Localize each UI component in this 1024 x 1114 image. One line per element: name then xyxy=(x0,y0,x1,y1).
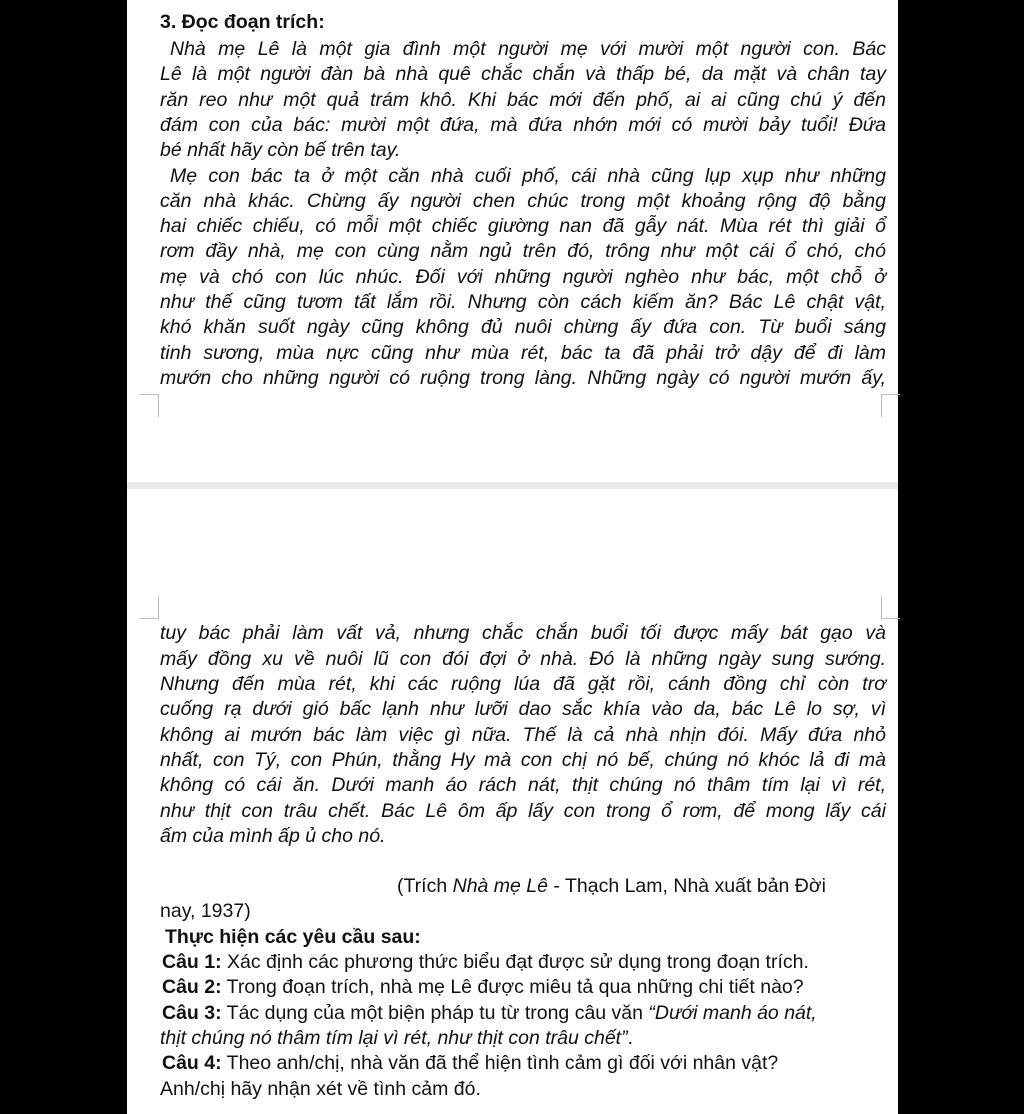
passage-line: không ai mướn bác làm việc gì nữa. Thế là cả nhà nhịn đói. Mấy đứa nhỏ xyxy=(160,724,886,746)
passage-line: như thịt con trâu chết. Bác Lê ôm ấp lấy con trong ổ rơm, để mong lấy cái xyxy=(160,800,886,822)
passage-line: như thế cũng tươm tất lắm rồi. Nhưng còn cách kiếm ăn? Bác Lê chật vật, xyxy=(160,291,886,313)
question-label: Câu 4: xyxy=(162,1052,222,1074)
citation-line-2: nay, 1937) xyxy=(160,900,251,922)
passage-line: bé nhất hãy còn bế trên tay. xyxy=(160,139,401,161)
question-label: Câu 1: xyxy=(162,951,222,973)
passage-line: Nhà mẹ Lê là một gia đình một người mẹ với mười một người con. Bác xyxy=(170,38,886,60)
question-4 xyxy=(162,1051,888,1075)
tasks-heading: Thực hiện các yêu cầu sau: xyxy=(165,926,421,948)
question-end: . xyxy=(627,1027,634,1049)
question-text: Xác định các phương thức biểu đạt được sử dụng trong đoạn trích. xyxy=(221,951,809,973)
page-break xyxy=(127,482,898,489)
question-text: Trong đoạn trích, nhà mẹ Lê được miêu tả qua những chi tiết nào? xyxy=(221,976,804,998)
document-page-1 xyxy=(127,0,898,482)
margin-corner-mark xyxy=(140,596,159,619)
passage-line: răn reo như một quả trám khô. Khi bác mới đến phố, ai ai cũng chú ý đến xyxy=(160,89,886,111)
citation-suffix: - Thạch Lam, Nhà xuất bản Đời xyxy=(548,875,826,897)
question-4-line-2: Anh/chị hãy nhận xét về tình cảm đó. xyxy=(160,1078,481,1100)
passage-line: mẹ và chó con lúc nhúc. Đối với những người nghèo như bác, một chỗ ở xyxy=(160,266,886,288)
document-page-2 xyxy=(127,489,898,1114)
passage-line: hai chiếc chiếu, có mỗi một chiếc giường nan đã gẫy nát. Mùa rét thì giải ổ xyxy=(160,215,886,237)
question-label: Câu 3: xyxy=(162,1002,222,1024)
question-quote: thịt chúng nó thâm tím lại vì rét, như thịt con trâu chết” xyxy=(160,1027,628,1049)
question-1 xyxy=(162,950,888,974)
citation xyxy=(397,874,826,898)
passage-line: tinh sương, mùa nực cũng như mùa rét, bác ta đã phải trở dậy để đi làm xyxy=(160,342,886,364)
passage-line: mướn cho những người có ruộng trong làng. Những ngày có người mướn ấy, xyxy=(160,367,886,389)
citation-title: Nhà mẹ Lê xyxy=(452,875,548,897)
question-label: Câu 2: xyxy=(162,976,222,998)
passage-line: ấm của mình ấp ủ cho nó. xyxy=(160,825,386,847)
passage-line: Lê là một người đàn bà nhà quê chắc chắn và thấp bé, da mặt và chân tay xyxy=(160,63,886,85)
passage-line: không có cái ăn. Dưới manh áo rách nát, thịt chúng nó thâm tím lại vì rét, xyxy=(160,774,886,796)
question-text: Theo anh/chị, nhà văn đã thể hiện tình cảm gì đối với nhân vật? xyxy=(221,1052,779,1074)
question-3 xyxy=(162,1001,888,1025)
question-text: Tác dụng của một biện pháp tu từ trong câu văn xyxy=(221,1002,649,1024)
passage-line: tuy bác phải làm vất vả, nhưng chắc chắn buổi tối được mấy bát gạo và xyxy=(160,622,886,644)
passage-line: nhất, con Tý, con Phún, thằng Hy mà con chị nó bế, chúng nó khóc lả đi mà xyxy=(160,749,886,771)
passage-line: đám con của bác: mười một đứa, mà đứa nhớn mới có mười bảy tuổi! Đứa xyxy=(160,114,886,136)
passage-line: căn nhà khác. Chừng ấy người chen chúc trong một khoảng rộng độ bằng xyxy=(160,190,886,212)
section-heading: 3. Đọc đoạn trích: xyxy=(160,11,325,33)
citation-prefix: (Trích xyxy=(397,875,453,897)
passage-line: Nhưng đến mùa rét, khi các ruộng lúa đã gặt rồi, cánh đồng chỉ còn trơ xyxy=(160,673,886,695)
question-3-line-2 xyxy=(160,1026,886,1050)
passage-line: rơm đầy nhà, mẹ con cùng nằm ngủ trên đó, trông như một cái ổ chó, chó xyxy=(160,240,886,262)
passage-line: Mẹ con bác ta ở một căn nhà cuối phố, cái nhà cũng lụp xụp như những xyxy=(170,165,886,187)
passage-line: mấy đồng xu về nuôi lũ con đói đợi ở nhà. Đó là những ngày sung sướng. xyxy=(160,648,886,670)
passage-line: cuống rạ dưới gió bấc lạnh như lưỡi dao sắc khía vào da, bác Lê lo sợ, vì xyxy=(160,698,886,720)
margin-corner-mark xyxy=(881,394,900,417)
question-quote: “Dưới manh áo nát, xyxy=(648,1002,817,1024)
passage-line: khó khăn suốt ngày cũng không đủ nuôi chừng ấy đứa con. Từ buổi sáng xyxy=(160,316,886,338)
question-2 xyxy=(162,975,888,999)
margin-corner-mark xyxy=(881,596,900,619)
margin-corner-mark xyxy=(140,394,159,417)
